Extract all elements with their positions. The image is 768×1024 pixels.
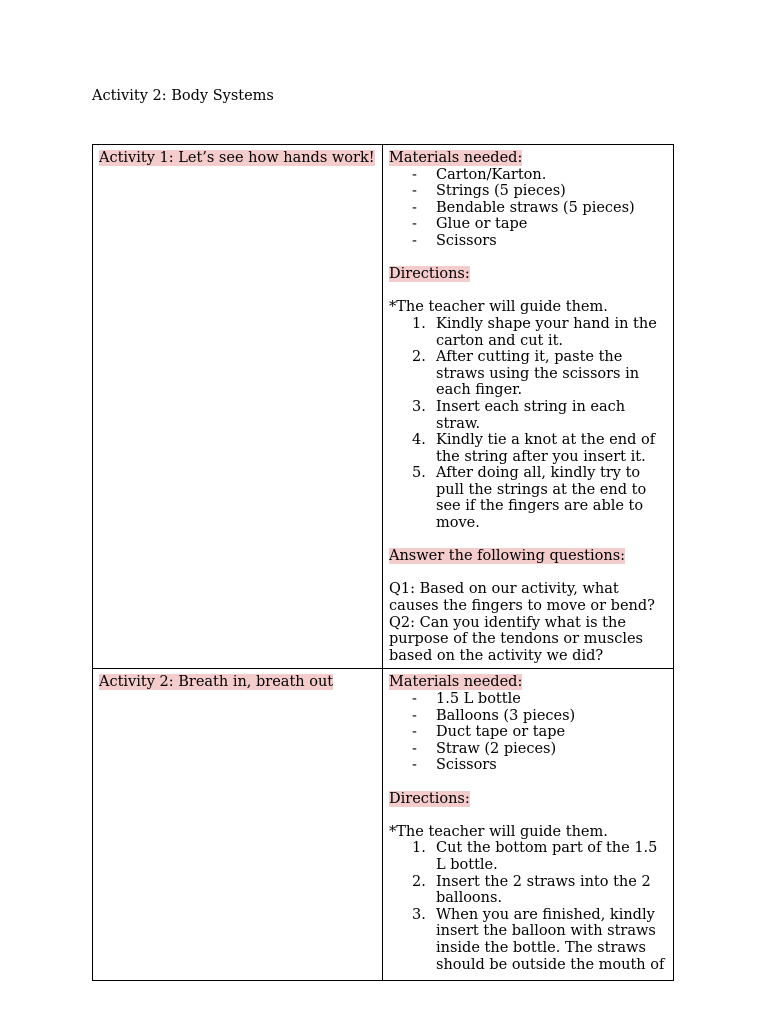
question: Q2: Can you identify what is the purpose of the tendons or muscles based on the activity we did? bbox=[389, 614, 643, 664]
step-number: 2. bbox=[412, 349, 426, 366]
materials-list bbox=[389, 691, 667, 774]
material-item: - Scissors bbox=[389, 233, 667, 250]
materials-heading: Materials needed: bbox=[389, 674, 523, 691]
material-item: - Bendable straws (5 pieces) bbox=[389, 200, 667, 217]
activity-title-cell bbox=[93, 669, 383, 981]
step-number: 2. bbox=[412, 873, 426, 890]
step-number: 4. bbox=[412, 432, 426, 449]
activity-details-cell bbox=[383, 669, 674, 981]
direction-step bbox=[389, 432, 667, 465]
step-text: Cut the bottom part of the 1.5 L bottle. bbox=[436, 840, 658, 873]
step-text: When you are finished, kindly insert the balloon with straws inside the bottle. The straws should be outside the mouth of bbox=[436, 906, 665, 973]
material-item: - Straw (2 pieces) bbox=[389, 741, 667, 758]
directions-list bbox=[389, 316, 667, 532]
activity-details-cell bbox=[383, 145, 674, 669]
direction-step bbox=[389, 316, 667, 349]
step-number: 1. bbox=[412, 840, 426, 857]
step-text: After doing all, kindly try to pull the strings at the end to see if the fingers are able to move. bbox=[436, 465, 647, 532]
activities-table bbox=[92, 144, 674, 981]
material-item: - Strings (5 pieces) bbox=[389, 183, 667, 200]
step-number: 1. bbox=[412, 315, 426, 332]
direction-step bbox=[389, 399, 667, 432]
step-text: After cutting it, paste the straws using the scissors in each finger. bbox=[436, 349, 640, 399]
material-item: - Duct tape or tape bbox=[389, 724, 667, 741]
material-item: - 1.5 L bottle bbox=[389, 691, 667, 708]
step-text: Kindly tie a knot at the end of the string after you insert it. bbox=[436, 432, 656, 465]
materials-heading: Materials needed: bbox=[389, 150, 523, 166]
materials-list bbox=[389, 167, 667, 250]
step-text: Insert the 2 straws into the 2 balloons. bbox=[436, 873, 651, 907]
activity-row bbox=[93, 669, 674, 981]
direction-step bbox=[389, 465, 667, 531]
directions-list bbox=[389, 840, 667, 973]
activity-title: Activity 2: Breath in, breath out bbox=[99, 674, 334, 691]
step-number: 3. bbox=[412, 398, 426, 415]
activity-title: Activity 1: Let’s see how hands work! bbox=[99, 150, 375, 166]
material-item: - Balloons (3 pieces) bbox=[389, 708, 667, 725]
teacher-note: *The teacher will guide them. bbox=[389, 299, 608, 316]
questions-heading: Answer the following questions: bbox=[389, 548, 626, 565]
step-text: Kindly shape your hand in the carton and cut it. bbox=[436, 315, 657, 349]
material-item: - Scissors bbox=[389, 757, 667, 774]
direction-step bbox=[389, 874, 667, 907]
teacher-note: *The teacher will guide them. bbox=[389, 823, 608, 840]
direction-step bbox=[389, 349, 667, 399]
direction-step bbox=[389, 907, 667, 973]
step-number: 3. bbox=[412, 906, 426, 923]
step-text: Insert each string in each straw. bbox=[436, 398, 626, 432]
question: Q1: Based on our activity, what causes the fingers to move or bend? bbox=[389, 581, 655, 615]
material-item: - Carton/Karton. bbox=[389, 167, 667, 184]
directions-heading: Directions: bbox=[389, 266, 470, 283]
material-item: - Glue or tape bbox=[389, 216, 667, 233]
directions-heading: Directions: bbox=[389, 790, 470, 807]
direction-step bbox=[389, 840, 667, 873]
document-title: Activity 2: Body Systems bbox=[92, 88, 274, 104]
activity-row bbox=[93, 145, 674, 669]
step-number: 5. bbox=[412, 465, 426, 482]
activity-title-cell bbox=[93, 145, 383, 669]
